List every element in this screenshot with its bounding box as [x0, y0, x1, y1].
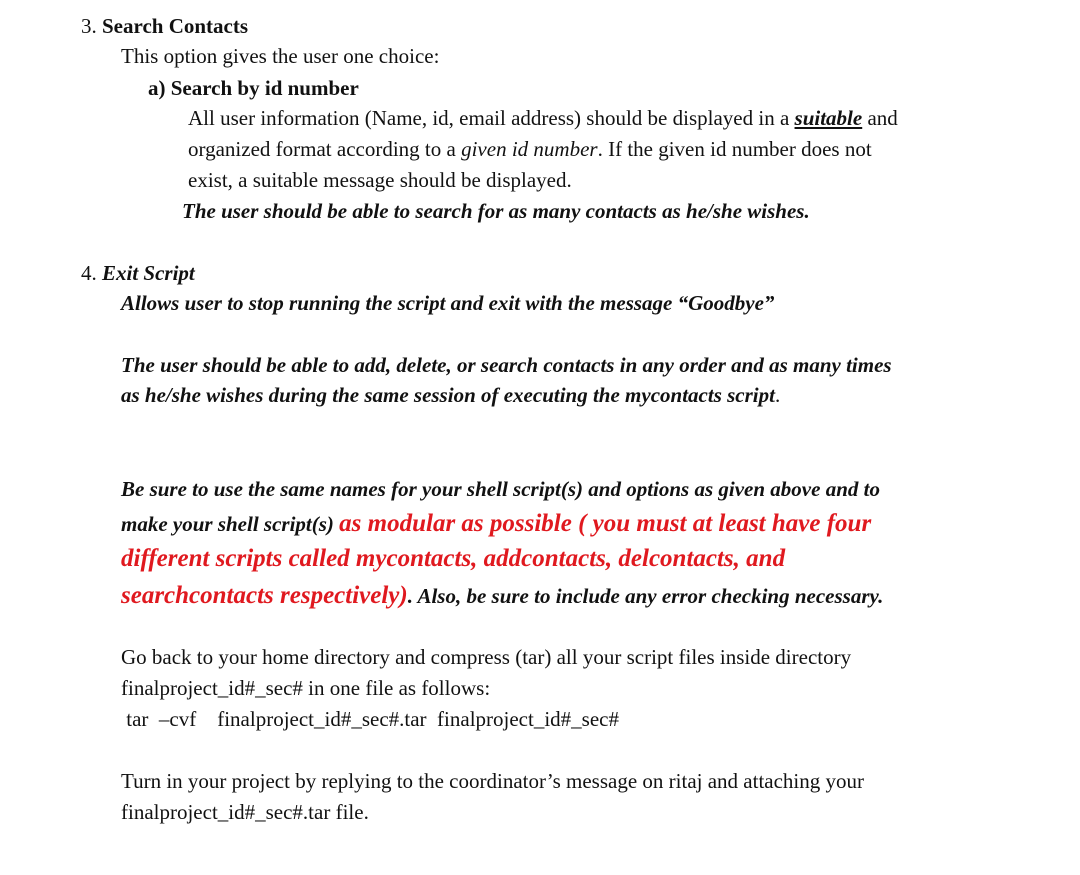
- instructions-line-1: Go back to your home directory and compress (tar) all your script files inside directory: [121, 645, 852, 669]
- option-a-line-1: [188, 103, 898, 134]
- note-1-line-2-text: as he/she wishes during the same session of executing the mycontacts script: [121, 383, 775, 407]
- note-2-line-4: [121, 580, 883, 612]
- note-2-line-1: Be sure to use the same names for your shell script(s) and options as given above and to: [121, 477, 880, 501]
- option-a-line-2-text: organized format according to a: [188, 137, 462, 161]
- note-1-line-2: [121, 380, 780, 411]
- note-2-line-3: different scripts called mycontacts, addcontacts, delcontacts, and: [121, 545, 786, 572]
- option-a-line-1-end: and: [862, 106, 898, 130]
- instructions-line-2: finalproject_id#_sec# in one file as follows:: [121, 676, 491, 700]
- note-1-line-1: The user should be able to add, delete, or search contacts in any order and as many times: [121, 353, 892, 377]
- note-2-line-2: [121, 508, 871, 540]
- option-a-line-4: The user should be able to search for as many contacts as he/she wishes.: [182, 199, 810, 223]
- note-2-line-2-text: make your shell script(s): [121, 512, 340, 536]
- section-3-number: 3.: [81, 14, 97, 38]
- given-id-emphasis: given id number: [461, 137, 598, 161]
- option-a-label: a) Search by id number: [148, 76, 359, 100]
- respectively-highlight: searchcontacts respectively): [121, 582, 408, 609]
- section-3-intro: This option gives the user one choice:: [121, 44, 440, 68]
- section-4-heading: [81, 258, 195, 289]
- suitable-emphasis: suitable: [794, 106, 863, 130]
- option-a-line-3: exist, a suitable message should be displayed.: [188, 168, 572, 192]
- section-3-heading: [81, 11, 248, 42]
- turn-in-line-2: finalproject_id#_sec#.tar file.: [121, 800, 369, 824]
- option-a-line-2-end: . If the given id number does not: [597, 137, 872, 161]
- option-a-line-2: [188, 134, 872, 165]
- note-1-line-2-end: .: [774, 383, 781, 407]
- note-2-line-4-text: . Also, be sure to include any error checking necessary.: [407, 584, 884, 608]
- section-4-line-1: Allows user to stop running the script and exit with the message “Goodbye”: [121, 291, 775, 315]
- section-3-title: Search Contacts: [102, 14, 249, 38]
- section-4-number: 4.: [81, 261, 97, 285]
- turn-in-line-1: Turn in your project by replying to the coordinator’s message on ritaj and attaching your: [121, 769, 865, 793]
- tar-command: tar –cvf finalproject_id#_sec#.tar finalproject_id#_sec#: [121, 707, 619, 731]
- section-4-title: Exit Script: [102, 261, 195, 285]
- modular-highlight: as modular as possible ( you must at least have four: [339, 510, 872, 537]
- option-a-line-1-text: All user information (Name, id, email address) should be displayed in a: [188, 106, 795, 130]
